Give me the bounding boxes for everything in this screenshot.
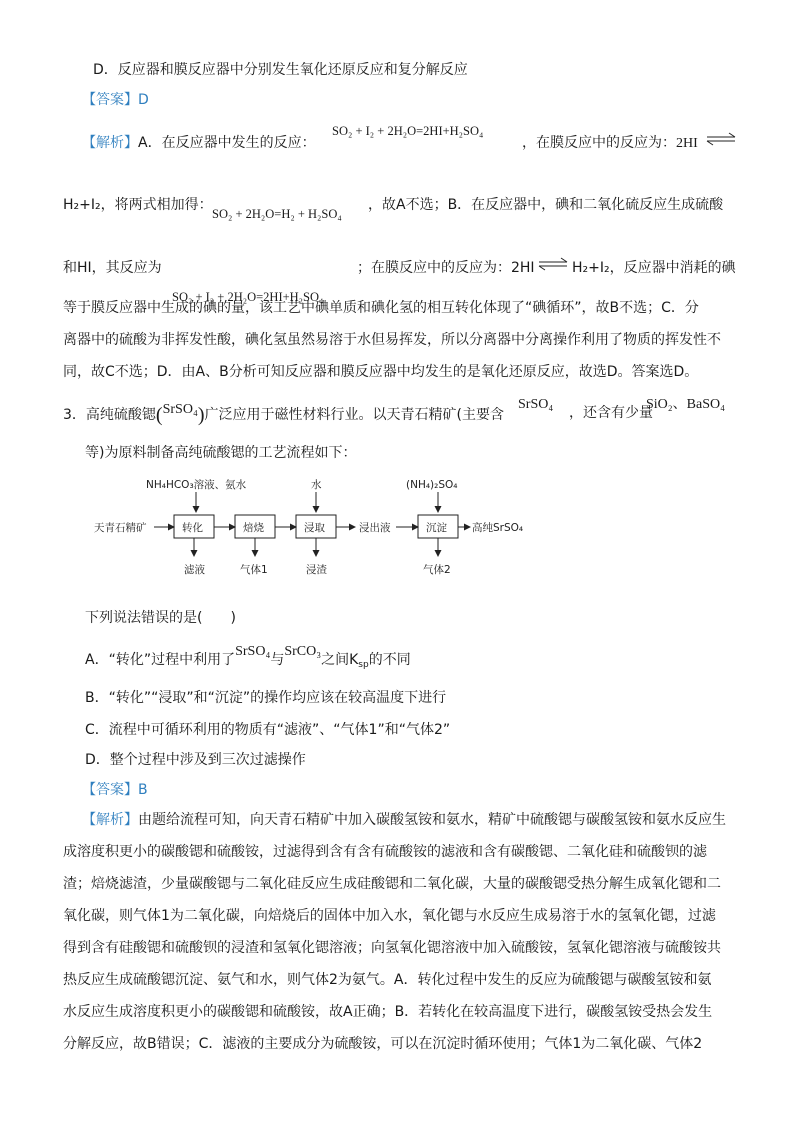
reagent-3: (NH₄)₂SO₄ [406,479,458,491]
box-2-label: 焙烧 [243,522,264,534]
flow-mid: 浸出液 [359,522,391,534]
q3-analysis-2: 成溶度积更小的碳酸锶和硫酸铵，过滤得到含有含有硫酸铵的滤液和含有碳酸锶、二氧化硅和硫酸钡的滤 [63,844,707,860]
reagent-1: NH₄HCO₃溶液、氨水 [146,479,247,491]
answer-2: 【答案】D [82,92,149,108]
output-1: 滤液 [184,564,205,576]
analysis-line-2b: ，故A不选；B．在反应器中，碘和二氧化硫反应生成硫酸 [368,197,724,213]
equilibrium-arrow-icon [538,257,568,271]
answer-3: 【答案】B [82,782,148,798]
q3-question: 下列说法错误的是( ) [85,610,236,626]
q3-analysis-4: 氧化碳，则气体1为二氧化碳，向焙烧后的固体中加入水，氧化锶与水反应生成易溶于水的氢氧化锶，过滤 [63,908,716,924]
equilibrium-arrow-icon [706,132,736,146]
analysis-line-1: 【解析】A．在反应器中发生的反应： [82,135,316,151]
analysis-line-3: 和HI，其反应为 [63,260,162,276]
option-d: D．反应器和膜反应器中分别发生氧化还原反应和复分解反应 [93,62,468,78]
output-3: 浸渣 [306,564,327,576]
q3-stem-1: 3．高纯硫酸锶(SrSO₄)广泛应用于磁性材料行业。以天青石精矿(主要含 [63,402,504,426]
q3-formula-srso4: SrSO₄ [518,397,554,412]
q3-analysis-7: 水反应生成溶度积更小的碳酸锶和硫酸铵，故A正确；B．若转化在较高温度下进行，碳酸氢铵受热会发生 [63,1004,713,1020]
box-1-label: 转化 [182,522,203,534]
equation-3: SO₂ + I₂ + 2H₂O=2HI+H₂SO₄ [172,290,324,304]
box-3-label: 浸取 [304,522,325,534]
analysis-line-2: H₂+I₂，将两式相加得： [63,197,213,213]
analysis-line-5: 离器中的硫酸为非挥发性酸，碘化氢虽然易溶于水但易挥发，所以分离器中分离操作利用了物质的挥发性不 [63,332,721,348]
flow-product: 高纯SrSO₄ [472,522,524,534]
box-4-label: 沉淀 [426,522,447,534]
equation-1: SO₂ + I₂ + 2H₂O=2HI+H₂SO₄ [332,124,484,138]
output-4: 气体2 [423,564,451,576]
analysis-line-1b: ，在膜反应中的反应为：2HI [522,135,698,151]
q3-analysis-3: 渣；焙烧滤渣，少量碳酸锶与二氧化硅反应生成硅酸锶和二氧化碳，大量的碳酸锶受热分解生成氧化锶和二 [63,876,721,892]
q3-option-d: D．整个过程中涉及到三次过滤操作 [85,752,306,768]
analysis-tag: 【解析】 [82,135,138,151]
process-flow-diagram [80,472,540,584]
reagent-2: 水 [311,479,322,491]
q3-stem-2: 等)为原料制备高纯硫酸锶的工艺流程如下： [85,445,357,461]
q3-stem-1c: ，还含有少量 [569,405,653,421]
q3-analysis-1: 【解析】由题给流程可知，向天青石精矿中加入碳酸氢铵和氨水，精矿中硫酸锶与碳酸氢铵和氨水反应生 [82,812,726,828]
q3-formula-impurities: SiO₂、BaSO₄ [646,397,725,412]
analysis-line-3b: ；在膜反应中的反应为：2HI [357,260,535,276]
analysis-line-6: 同，故C不选；D．由A、B分析可知反应器和膜反应器中均发生的是氧化还原反应，故选D。答案选D。 [63,364,699,380]
output-2: 气体1 [240,564,268,576]
flow-start: 天青石精矿 [94,522,147,534]
q3-analysis-8: 分解反应，故B错误；C．滤液的主要成分为硫酸铵，可以在沉淀时循环使用；气体1为二氧化碳、气体2 [63,1036,703,1052]
q3-option-a: A．“转化”过程中利用了SrSO₄与SrCO₃之间$K_{sp}$的不同 [85,644,411,670]
q3-analysis-5: 得到含有硅酸锶和硫酸钡的浸渣和氢氧化锶溶液；向氢氧化锶溶液中加入硫酸铵，氢氧化锶溶液与硫酸铵共 [63,940,721,956]
equation-2: SO₂ + 2H₂O=H₂ + H₂SO₄ [212,207,342,221]
q3-option-b: B．“转化”“浸取”和“沉淀”的操作均应该在较高温度下进行 [85,690,447,706]
analysis-tag: 【解析】 [82,812,138,828]
q3-analysis-6: 热反应生成硫酸锶沉淀、氨气和水，则气体2为氨气。A．转化过程中发生的反应为硫酸锶与碳酸氢铵和氨 [63,972,712,988]
analysis-line-4: 等于膜反应器中生成的碘的量，该工艺中碘单质和碘化氢的相互转化体现了“碘循环”，故B不选；C．分 [63,300,699,316]
q3-option-c: C．流程中可循环利用的物质有“滤液”、“气体1”和“气体2” [85,722,451,738]
analysis-line-3c: H₂+I₂，反应器中消耗的碘 [572,260,736,276]
